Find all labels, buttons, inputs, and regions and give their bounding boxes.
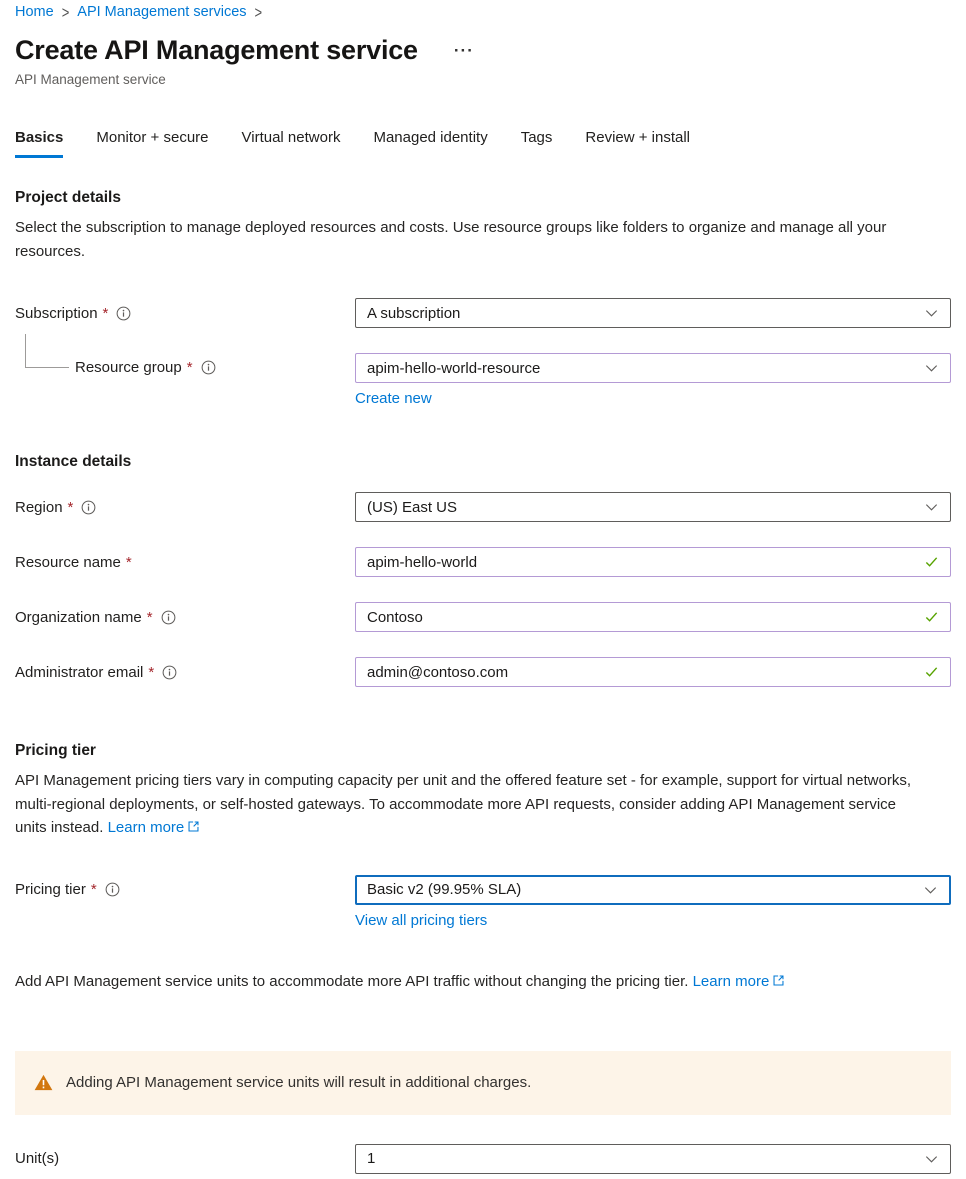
- breadcrumb-separator: >: [61, 2, 70, 22]
- project-details-heading: Project details: [15, 189, 121, 206]
- valid-check-icon: [924, 610, 939, 625]
- required-marker: *: [146, 608, 153, 626]
- add-units-note: [15, 973, 951, 991]
- create-new-link[interactable]: Create new: [355, 390, 432, 407]
- tab-monitor-secure[interactable]: Monitor + secure: [96, 129, 209, 146]
- pricing-tier-description: [15, 769, 927, 841]
- organization-name-value: Contoso: [367, 608, 423, 626]
- page-title: Create API Management service: [15, 35, 418, 65]
- add-units-note-text: Add API Management service units to accommodate more API traffic without changing the pricing tier.: [15, 972, 689, 990]
- required-marker: *: [148, 663, 155, 681]
- pricing-tier-row: [15, 875, 951, 930]
- subscription-label: Subscription: [15, 304, 98, 322]
- pricing-tier-value: Basic v2 (99.95% SLA): [367, 881, 522, 898]
- breadcrumb-home-link[interactable]: Home: [15, 4, 54, 20]
- admin-email-value: admin@contoso.com: [367, 663, 509, 681]
- resource-group-row: [15, 353, 951, 408]
- required-marker: *: [90, 880, 97, 898]
- chevron-down-icon: [924, 306, 939, 321]
- header: [15, 35, 951, 66]
- pricing-tier-description-text: API Management pricing tiers vary in computing capacity per unit and the offered feature set - for example, support for virtual networks, multi-regional deployments, or self-hosted gateways. To accommodate more API requests, consider adding API Management service units instead.: [15, 772, 912, 836]
- project-details-description: Select the subscription to manage deployed resources and costs. Use resource groups like folders to organize and manage all your resources.: [15, 219, 887, 260]
- chevron-down-icon: [924, 361, 939, 376]
- organization-name-label: Organization name: [15, 608, 142, 626]
- admin-email-row: [15, 657, 951, 687]
- nesting-connector: [25, 334, 69, 368]
- warning-triangle-icon: [34, 1074, 53, 1091]
- admin-email-input[interactable]: [355, 657, 951, 687]
- breadcrumb: [15, 4, 951, 20]
- organization-name-input[interactable]: [355, 602, 951, 632]
- page-subtitle: API Management service: [15, 72, 166, 87]
- required-marker: *: [102, 304, 109, 322]
- region-value: (US) East US: [367, 498, 458, 516]
- admin-email-label: Administrator email: [15, 663, 144, 681]
- pricing-tier-label: Pricing tier: [15, 880, 86, 898]
- subscription-value: A subscription: [367, 304, 461, 322]
- info-icon[interactable]: [201, 360, 216, 375]
- valid-check-icon: [924, 665, 939, 680]
- units-label: Unit(s): [15, 1150, 60, 1167]
- required-marker: *: [125, 553, 132, 571]
- info-icon[interactable]: [81, 500, 96, 515]
- pricing-learn-more-label: Learn more: [107, 819, 185, 836]
- resource-group-label: Resource group: [75, 359, 182, 376]
- view-all-pricing-tiers-link[interactable]: View all pricing tiers: [355, 911, 488, 929]
- region-label: Region: [15, 498, 63, 516]
- instance-details-heading: Instance details: [15, 453, 132, 470]
- breadcrumb-separator: >: [254, 2, 263, 22]
- region-label-cell: [15, 499, 355, 516]
- chevron-down-icon: [924, 500, 939, 515]
- pricing-tier-label-cell: [15, 881, 355, 898]
- tab-managed-identity[interactable]: Managed identity: [373, 129, 488, 146]
- info-icon[interactable]: [116, 306, 131, 321]
- subscription-row: [15, 298, 951, 328]
- warning-banner: [15, 1051, 951, 1115]
- resource-name-value: apim-hello-world: [367, 553, 478, 571]
- subscription-label-cell: [15, 305, 355, 322]
- tab-review-install[interactable]: Review + install: [585, 129, 691, 146]
- tab-basics[interactable]: Basics: [15, 129, 63, 158]
- resource-group-value: apim-hello-world-resource: [367, 359, 541, 377]
- units-row: [15, 1144, 951, 1174]
- admin-email-label-cell: [15, 664, 355, 681]
- info-icon[interactable]: [161, 610, 176, 625]
- pricing-tier-heading: Pricing tier: [15, 742, 96, 759]
- organization-name-label-cell: [15, 609, 355, 626]
- units-value: 1: [367, 1150, 376, 1167]
- resource-name-row: [15, 547, 951, 577]
- resource-name-label-cell: [15, 554, 355, 571]
- units-learn-more-link[interactable]: [693, 973, 786, 990]
- organization-name-row: [15, 602, 951, 632]
- info-icon[interactable]: [162, 665, 177, 680]
- chevron-down-icon: [923, 882, 938, 897]
- required-marker: *: [186, 359, 193, 376]
- region-row: [15, 492, 951, 522]
- required-marker: *: [67, 498, 74, 516]
- pricing-tier-dropdown[interactable]: [355, 875, 951, 905]
- resource-name-input[interactable]: [355, 547, 951, 577]
- resource-group-dropdown[interactable]: [355, 353, 951, 383]
- units-label-cell: [15, 1150, 355, 1167]
- info-icon[interactable]: [105, 882, 120, 897]
- pricing-learn-more-link[interactable]: [108, 819, 201, 836]
- resource-name-label: Resource name: [15, 553, 121, 571]
- more-options-icon[interactable]: ···: [453, 40, 474, 60]
- wizard-tabs: [15, 129, 951, 158]
- tab-tags[interactable]: Tags: [520, 129, 553, 146]
- warning-banner-text: Adding API Management service units will result in additional charges.: [66, 1074, 532, 1091]
- subscription-dropdown[interactable]: [355, 298, 951, 328]
- breadcrumb-apim-services-link[interactable]: API Management services: [77, 4, 247, 20]
- valid-check-icon: [924, 555, 939, 570]
- units-learn-more-label: Learn more: [692, 972, 770, 990]
- tab-virtual-network[interactable]: Virtual network: [241, 129, 341, 146]
- region-dropdown[interactable]: [355, 492, 951, 522]
- units-dropdown[interactable]: [355, 1144, 951, 1174]
- chevron-down-icon: [924, 1151, 939, 1166]
- external-link-icon: [772, 974, 785, 991]
- external-link-icon: [187, 817, 200, 841]
